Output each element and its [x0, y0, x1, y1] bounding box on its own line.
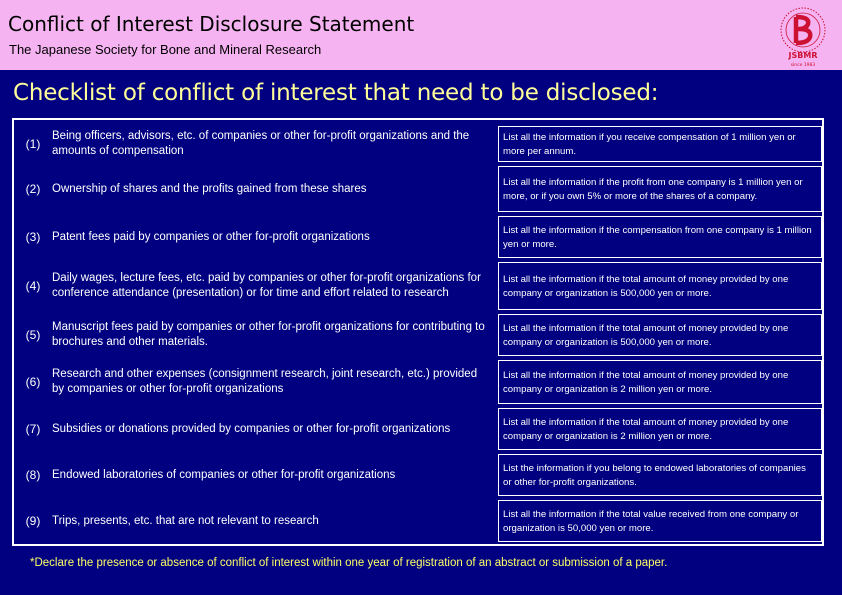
checklist-row: [14, 360, 822, 404]
row-item: Manuscript fees paid by companies or other for-profit organizations for contributing to brochures and other materials.: [52, 321, 485, 348]
row-criterion-text: List all the information if the profit from one company is 1 million yen or more, or if you own 5% or more of the shares of a company.: [503, 176, 803, 202]
row-item: Ownership of shares and the profits gained from these shares: [52, 182, 367, 195]
row-number: (1): [25, 136, 41, 151]
row-criterion-text: List all the information if the total value received from one company or organization is 50,000 yen or more.: [503, 508, 799, 534]
checklist-row: [14, 500, 822, 542]
row-criterion-text: List all the information if the total amount of money provided by one company or organization is 500,000 yen or more.: [503, 273, 789, 299]
row-number: (8): [25, 467, 41, 482]
row-number: (9): [25, 513, 41, 528]
page-title: Conflict of Interest Disclosure Statement: [8, 12, 415, 36]
row-criterion-text: List all the information if you receive compensation of 1 million yen or more per annum.: [503, 131, 796, 157]
jsbmr-logo-icon: [770, 2, 836, 68]
row-criterion: [498, 216, 822, 258]
checklist-row: [14, 166, 822, 212]
row-criterion-text: List all the information if the total amount of money provided by one company or organization is 500,000 yen or more.: [503, 322, 789, 348]
row-number: (4): [25, 278, 41, 293]
checklist-row: [14, 408, 822, 450]
checklist-row: [14, 262, 822, 310]
row-criterion: [498, 166, 822, 212]
row-number: (5): [25, 327, 41, 342]
row-criterion: [498, 408, 822, 450]
row-number: (6): [25, 374, 41, 389]
row-criterion-text: List the information if you belong to endowed laboratories of companies or other for-profit organizations.: [503, 462, 806, 488]
checklist-row: [14, 454, 822, 496]
row-criterion: [498, 360, 822, 404]
row-item: Daily wages, lecture fees, etc. paid by companies or other for-profit organizations for conference attendance (presentation) or for time and effort related to research: [52, 272, 481, 299]
row-criterion: [498, 500, 822, 542]
row-criterion-text: List all the information if the total amount of money provided by one company or organization is 2 million yen or more.: [503, 416, 789, 442]
checklist-row: [14, 314, 822, 356]
row-criterion-text: List all the information if the compensation from one company is 1 million yen or more.: [503, 224, 812, 250]
row-criterion: [498, 126, 822, 162]
row-number: (2): [25, 181, 41, 196]
logo-year: since 1983: [790, 63, 816, 68]
checklist-row: [14, 216, 822, 258]
row-item: Research and other expenses (consignment research, joint research, etc.) provided by companies or other for-profit organizations: [52, 368, 478, 395]
logo-text: JSBMR: [788, 51, 818, 60]
checklist-row: [14, 126, 822, 162]
footnote: *Declare the presence or absence of conflict of interest within one year of registration of an abstract or submission of a paper.: [30, 557, 668, 569]
row-number: (3): [25, 229, 41, 244]
row-criterion: [498, 454, 822, 496]
row-item: Endowed laboratories of companies or other for-profit organizations: [52, 468, 396, 481]
row-item: Subsidies or donations provided by companies or other for-profit organizations: [52, 422, 451, 435]
row-item: Trips, presents, etc. that are not relevant to research: [52, 514, 319, 527]
row-criterion: [498, 262, 822, 310]
row-item: Being officers, advisors, etc. of companies or other for-profit organizations and the amounts of compensation: [52, 130, 470, 157]
row-criterion-text: List all the information if the total amount of money provided by one company or organization is 2 million yen or more.: [503, 369, 789, 395]
row-number: (7): [25, 421, 41, 436]
title-banner: [0, 0, 842, 70]
page-subtitle: The Japanese Society for Bone and Mineral Research: [9, 42, 322, 57]
row-criterion: [498, 314, 822, 356]
row-item: Patent fees paid by companies or other for-profit organizations: [52, 230, 370, 243]
checklist-heading: Checklist of conflict of interest that need to be disclosed:: [13, 80, 659, 106]
